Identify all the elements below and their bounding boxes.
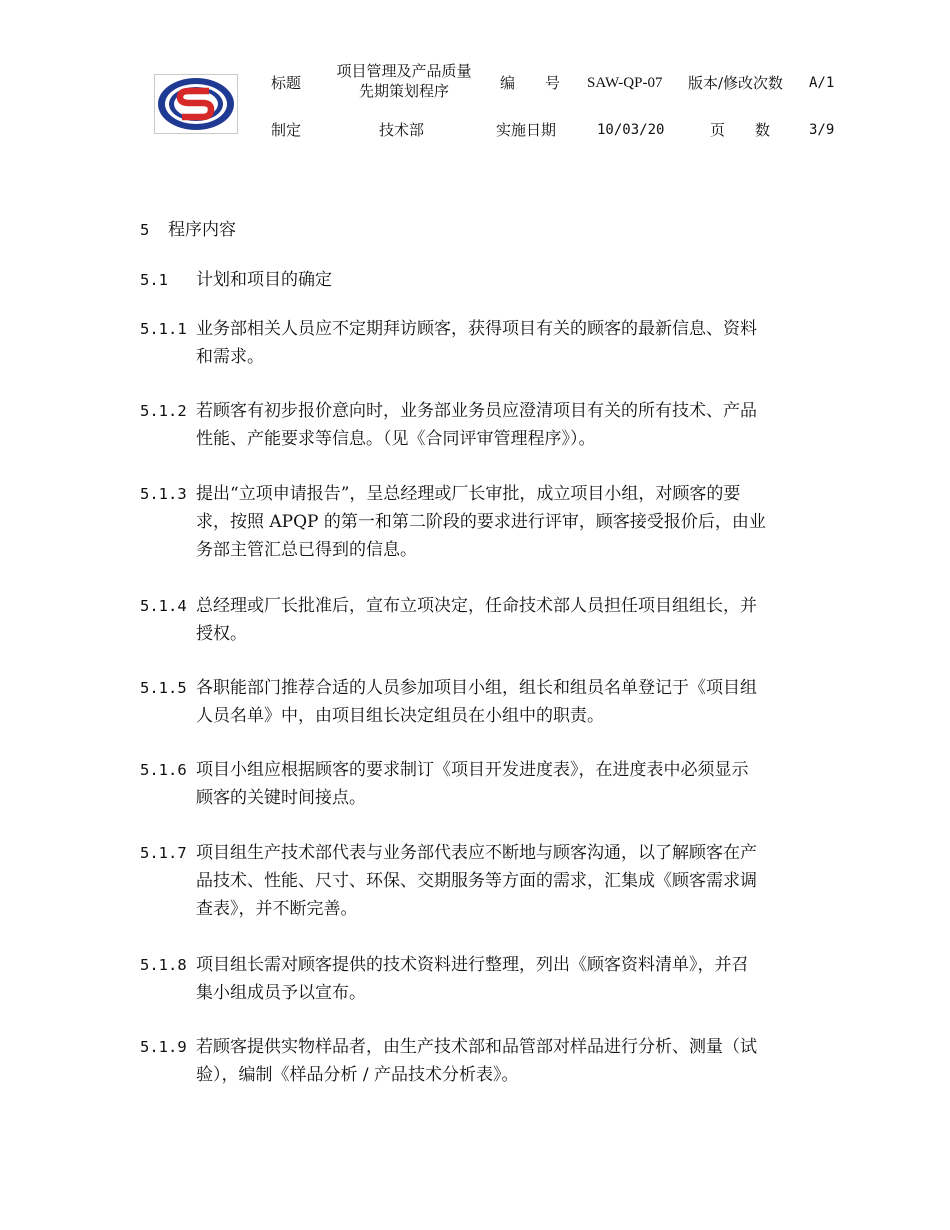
- clause-number: 5.1.6: [140, 761, 187, 779]
- clause-text: [196, 674, 808, 730]
- document-title: [318, 61, 490, 101]
- clause-line: 求，按照 APQP 的第一和第二阶段的要求进行评审，顾客接受报价后，由业: [196, 512, 766, 532]
- clause-number: 5.1.8: [140, 956, 187, 974]
- clause-number: 5.1.7: [140, 844, 187, 862]
- clause-number: 5.1.3: [140, 485, 187, 503]
- clause-line: 项目组长需对顾客提供的技术资料进行整理，列出《顾客资料清单》，并召: [196, 955, 749, 975]
- clause-line: 业务部相关人员应不定期拜访顾客，获得项目有关的顾客的最新信息、资料: [196, 319, 757, 339]
- document-title-line-1: 项目管理及产品质量: [336, 62, 472, 80]
- revision-label: 版本/修改次数: [688, 74, 784, 92]
- clause-text: [196, 839, 808, 923]
- clause-line: 务部主管汇总已得到的信息。: [196, 540, 417, 560]
- revision-value: A/1: [809, 75, 835, 91]
- subsection-number: 5.1: [140, 271, 168, 289]
- clause-line: 性能、产能要求等信息。（见《合同评审管理程序》）。: [196, 429, 596, 449]
- clause-line: 总经理或厂长批准后，宣布立项决定，任命技术部人员担任项目组组长，并: [196, 596, 757, 616]
- clause-line: 人员名单》中，由项目组长决定组员在小组中的职责。: [196, 706, 604, 726]
- document-header: [0, 0, 950, 160]
- page-label: 页 数: [710, 121, 771, 139]
- clause-line: 查表》，并不断完善。: [196, 899, 358, 919]
- clause-text: [196, 480, 808, 564]
- company-logo: [154, 74, 238, 134]
- clause-line: 若顾客提供实物样品者，由生产技术部和品管部对样品进行分析、测量（试: [196, 1037, 757, 1057]
- clause-number: 5.1.2: [140, 402, 187, 420]
- clause-text: [196, 1033, 808, 1089]
- clause-number: 5.1.4: [140, 597, 187, 615]
- clause-line: 和需求。: [196, 347, 264, 367]
- clause-line: 授权。: [196, 624, 247, 644]
- number-label: 编 号: [500, 74, 561, 92]
- clause-line: 若顾客有初步报价意向时，业务部业务员应澄清项目有关的所有技术、产品: [196, 401, 757, 421]
- clause-number: 5.1.1: [140, 320, 187, 338]
- clause-line: 项目组生产技术部代表与业务部代表应不断地与顾客沟通，以了解顾客在产: [196, 843, 757, 863]
- effective-date-label: 实施日期: [496, 121, 557, 139]
- clause-line: 品技术、性能、尺寸、环保、交期服务等方面的需求，汇集成《顾客需求调: [196, 871, 757, 891]
- section-number: 5: [140, 221, 150, 239]
- clause-text: [196, 592, 808, 648]
- document-title-line-2: 先期策划程序: [358, 82, 449, 100]
- section-title: 程序内容: [168, 220, 236, 240]
- logo-s-emblem: [155, 75, 237, 133]
- clause-line: 集小组成员予以宣布。: [196, 983, 366, 1003]
- clause-text: [196, 397, 808, 453]
- clause-number: 5.1.5: [140, 679, 187, 697]
- page-value: 3/9: [809, 122, 835, 138]
- clause-line: 项目小组应根据顾客的要求制订《项目开发进度表》，在进度表中必须显示: [196, 760, 749, 780]
- prepared-label: 制定: [271, 121, 302, 139]
- prepared-by: 技术部: [379, 121, 425, 139]
- clause-line: 顾客的关键时间接点。: [196, 788, 366, 808]
- effective-date: 10/03/20: [597, 122, 665, 138]
- clause-line: 验），编制《样品分析 / 产品技术分析表》。: [196, 1065, 519, 1085]
- clause-line: 各职能部门推荐合适的人员参加项目小组，组长和组员名单登记于《项目组: [196, 678, 757, 698]
- title-label: 标题: [271, 74, 302, 92]
- document-number: SAW-QP-07: [587, 75, 663, 91]
- clause-text: [196, 951, 808, 1007]
- clause-text: [196, 756, 808, 812]
- clause-number: 5.1.9: [140, 1038, 187, 1056]
- clause-line: 提出“立项申请报告”，呈总经理或厂长审批，成立项目小组，对顾客的要: [196, 484, 741, 504]
- clause-text: [196, 315, 808, 371]
- subsection-title: 计划和项目的确定: [196, 270, 332, 290]
